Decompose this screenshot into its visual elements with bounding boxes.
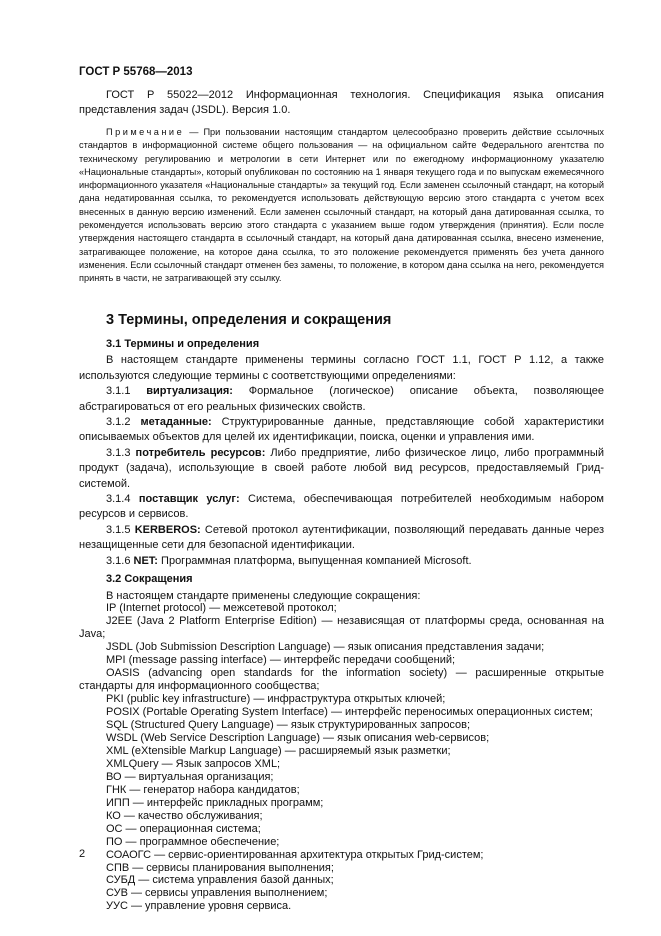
section-3-2-title: 3.2 Сокращения: [106, 573, 193, 586]
abbreviation-item: MPI (message passing interface) — интерфейс передачи сообщений;: [106, 654, 456, 667]
note: [79, 126, 604, 286]
abbreviation-item: J2EE (Java 2 Platform Enterprise Edition) — независящая от платформы среда, основанная на Java;: [79, 615, 604, 641]
term-name: поставщик услуг:: [138, 493, 240, 506]
section-3-title: 3 Термины, определения и сокращения: [106, 312, 392, 328]
term-text: Программная платформа, выпущенная компанией Microsoft.: [157, 554, 472, 567]
term-definition: [79, 554, 604, 569]
term-text: Либо предприятие, либо физическое лицо, либо программный продукт (задача), использующие в своей работе любой вид ресурсов, предоставляемый Грид-системой.: [79, 446, 604, 490]
reference-item: ГОСТ Р 55022—2012 Информационная технология. Спецификация языка описания представления задач (JSDL). Версия 1.0.: [79, 89, 604, 117]
abbreviation-item: ГНК — генератор набора кандидатов;: [106, 783, 300, 796]
abbreviation-item: WSDL (Web Service Description Language) — язык описания web-сервисов;: [106, 731, 490, 744]
abbreviation-item: SQL (Structured Query Language) — язык структурированных запросов;: [106, 719, 471, 732]
abbreviation-item: ОС — операционная система;: [106, 822, 261, 835]
abbreviation-item: ПО — программное обеспечение;: [106, 835, 280, 848]
term-definition: [79, 415, 604, 446]
abbreviation-item: IP (Internet protocol) — межсетевой протокол;: [106, 602, 337, 615]
note-text: — При пользовании настоящим стандартом целесообразно проверить действие ссылочных стандартов в информационной системе общего пользования — на официальном сайте Федерального агентства по техническому регулированию и метрологии в сети Интернет или по ежегодному информационному указателю «Национальные стандарты», который опубликован по состоянию на 1 января текущего года и по выпускам ежемесячного информационного указателя «Национальные стандарты» за текущий год. Если заменен ссылочный стандарт, на который дана недатированная ссылка, то рекомендуется использовать действующую версию этого стандарта с учетом всех внесенных в данную версию изменений. Если заменен ссылочный стандарт, на который дана датированная ссылка, то рекомендуется использовать версию этого стандарта с указанием выше годом утверждения (принятия). Если после утверждения настоящего стандарта в ссылочный стандарт, на который дана датированная ссылка, внесено изменение, затрагивающее положение, на которое дана ссылка, то это положение рекомендуется применять без учета данного изменения. Если ссылочный стандарт отменен без замены, то положение, в котором дана ссылка на него, рекомендуется принять в части, не затрагивающей эту ссылку.: [79, 127, 604, 284]
term-definition: [79, 492, 604, 523]
abbreviations-intro: В настоящем стандарте применены следующие сокращения:: [106, 589, 421, 602]
abbreviation-item: УУС — управление уровня сервиса.: [106, 900, 292, 913]
abbreviation-item: СОАОГС — сервис-ориентированная архитектура открытых Грид-систем;: [106, 848, 484, 861]
abbreviation-item: СУВ — сервисы управления выполнением;: [106, 887, 328, 900]
term-name: KERBEROS:: [134, 523, 201, 536]
term-number: 3.1.5: [106, 523, 135, 536]
term-definition: [79, 523, 604, 554]
abbreviation-item: СПВ — сервисы планирования выполнения;: [106, 861, 334, 874]
term-text: Формальное (логическое) описание объекта, позволяющее абстрагироваться от его реальных физических свойств.: [79, 385, 604, 413]
term-text: Система, обеспечивающая потребителей необходимым набором ресурсов и сервисов.: [79, 493, 604, 521]
abbreviation-item: XMLQuery — Язык запросов XML;: [106, 757, 281, 770]
term-number: 3.1.4: [106, 493, 139, 506]
section-3-1-title: 3.1 Термины и определения: [106, 338, 260, 350]
abbreviation-item: OASIS (advancing open standards for the information society) — расширенные открытые стандарты для информационного сообщества;: [79, 667, 604, 693]
term-name: виртуализация:: [146, 385, 233, 398]
note-label: Примечание: [106, 127, 185, 137]
term-definition: [79, 384, 604, 415]
term-text: Сетевой протокол аутентификации, позволяющий передавать данные через незащищенные сети для безопасной идентификации.: [79, 523, 605, 552]
term-number: 3.1.6: [106, 554, 134, 567]
abbreviation-item: XML (eXtensible Markup Language) — расширяемый язык разметки;: [106, 744, 451, 757]
abbreviation-item: POSIX (Portable Operating System Interface) — интерфейс переносимых операционных систем;: [106, 706, 593, 719]
term-name: потребитель ресурсов:: [135, 446, 266, 459]
abbreviations-list: [79, 602, 604, 913]
abbreviation-item: ВО — виртуальная организация;: [106, 770, 274, 783]
term-name: метаданные:: [140, 416, 212, 429]
abbreviation-item: PKI (public key infrastructure) — инфраструктура открытых ключей;: [106, 693, 446, 706]
section-3-1: [79, 337, 604, 913]
term-number: 3.1.1: [106, 385, 147, 398]
term-number: 3.1.2: [106, 416, 141, 429]
document-header: ГОСТ Р 55768—2013: [79, 66, 193, 78]
term-definition: [79, 446, 604, 492]
page-number: 2: [79, 848, 86, 860]
term-text: Структурированные данные, представляющие собой характеристики описываемых объектов для целей их идентификации, поиска, оценки и управления ими.: [79, 416, 604, 444]
terms-intro: В настоящем стандарте применены термины согласно ГОСТ 1.1, ГОСТ Р 1.12, а также используются следующие термины с соответствующими определениями:: [79, 354, 604, 382]
terms-list: [79, 384, 604, 569]
term-name: NET:: [133, 554, 158, 567]
term-number: 3.1.3: [106, 446, 136, 459]
abbreviation-item: JSDL (Job Submission Description Language) — язык описания представления задачи;: [106, 641, 545, 654]
abbreviation-item: ИПП — интерфейс прикладных программ;: [106, 796, 324, 809]
abbreviation-item: СУБД — система управления базой данных;: [106, 874, 334, 887]
abbreviation-item: КО — качество обслуживания;: [106, 809, 263, 822]
